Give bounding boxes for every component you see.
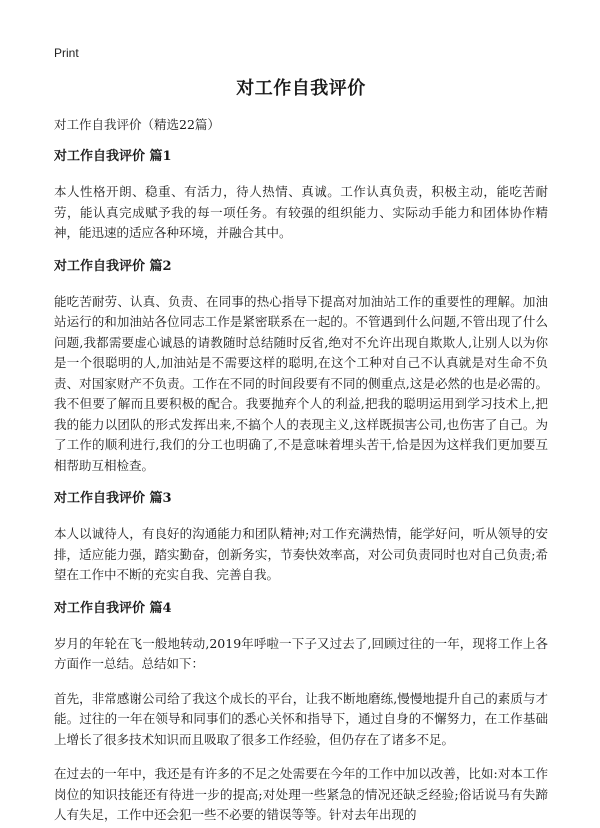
section-heading-4: 对工作自我评价 篇4 (54, 600, 172, 616)
section-4-paragraph-3: 在过去的一年中，我还是有许多的不足之处需要在今年的工作中加以改善，比如:对本工作岗位的知识技能还有待进一步的提高;对处理一些紧急的情况还缺乏经验;俗话说马有失蹄人有失足，工作中还会犯一些不必要的错误等等。针对去年出现的 (54, 766, 548, 822)
section-4-paragraph-1: 岁月的年轮在飞一般地转动,2019年呼啦一下子又过去了,回顾过往的一年，现将工作上各方面作一总结。总结如下： (54, 635, 548, 671)
print-link[interactable]: Print (54, 46, 79, 60)
section-3-paragraph-1: 本人以诚待人，有良好的沟通能力和团队精神;对工作充满热情，能学好问，听从领导的安排，适应能力强，踏实勤奋，创新务实，节奏快效率高，对公司负责同时也对自己负责;希望在工作中不断的充实自我、完善自我。 (54, 526, 548, 582)
document-title: 对工作自我评价 (236, 78, 366, 99)
section-heading-2: 对工作自我评价 篇2 (54, 258, 172, 274)
section-heading-3: 对工作自我评价 篇3 (54, 491, 172, 506)
section-2-paragraph-1: 能吃苦耐劳、认真、负责、在同事的热心指导下提高对加油站工作的重要性的理解。加油站运行的和加油站各位同志工作是紧密联系在一起的。不管遇到什么问题,不管出现了什么问题,我都需要虚心诚恳的请教随时总结随时反省,绝对不允许出现自欺欺人,让别人以为你是一个很聪明的人,加油站是不需要这样的聪明,在这个工种对自己不认真就是对生命不负责、对国家财产不负责。工作在不同的时间段要有不同的侧重点,这是必然的也是必需的。我不但要了解而且要积极的配合。我要抛弃个人的利益,把我的聪明运用到学习技术上,把我的能力以团队的形式发挥出来,不搞个人的表现主义,这样既损害公司,也伤害了自己。为了工作的顺利进行,我们的分工也明确了,不是意味着埋头苦干,恰是因为这样我们更加要互相帮助互相检查。 (54, 293, 548, 473)
section-heading-1: 对工作自我评价 篇1 (54, 149, 172, 164)
section-4-paragraph-2: 首先，非常感谢公司给了我这个成长的平台，让我不断地磨练,慢慢地提升自己的素质与才能。过往的一年在领导和同事们的悉心关怀和指导下，通过自身的不懈努力，在工作基础上增长了很多技术知识而且吸取了很多工作经验，但仍存在了诸多不足。 (54, 690, 548, 747)
section-1-paragraph-1: 本人性格开朗、稳重、有活力，待人热情、真诚。工作认真负责，积极主动，能吃苦耐劳，能认真完成赋予我的每一项任务。有较强的组织能力、实际动手能力和团体协作精神，能迅速的适应各种环境，并融合其中。 (54, 184, 548, 240)
document-subtitle: 对工作自我评价（精选22篇） (54, 117, 220, 132)
